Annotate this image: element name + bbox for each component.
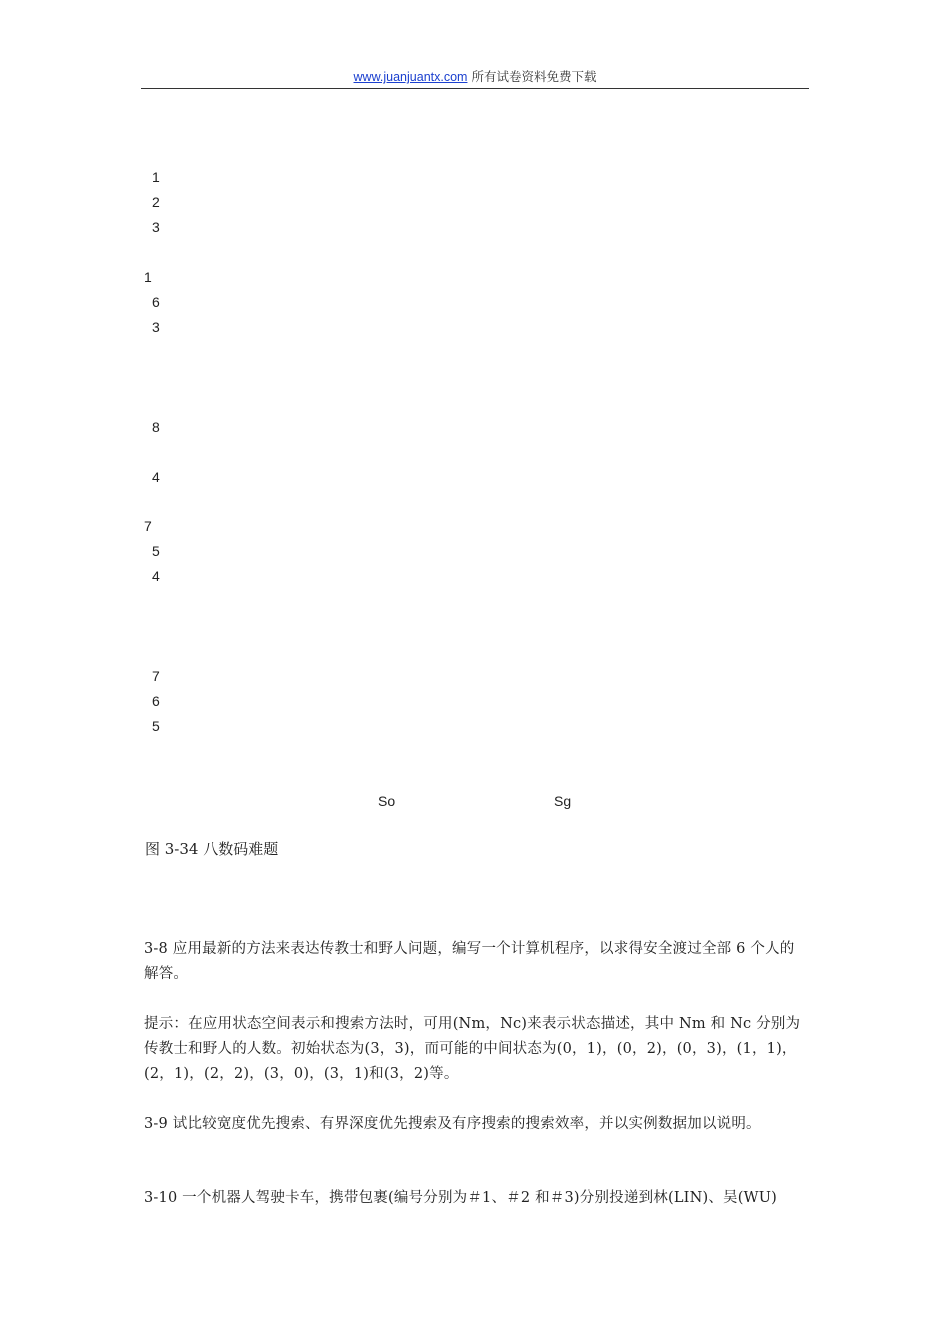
puzzle-digit: 3	[152, 319, 160, 335]
puzzle-digit: 1	[144, 269, 152, 285]
page-header	[141, 66, 809, 89]
puzzle-digit: 7	[144, 518, 152, 534]
exercise-3-9: 3-9 试比较宽度优先搜索、有界深度优先搜索及有序搜索的搜索效率，并以实例数据加以说明。	[144, 1116, 761, 1132]
puzzle-digit: 4	[152, 469, 160, 485]
figure-caption: 图 3-34 八数码难题	[145, 840, 279, 858]
start-state-label: So	[378, 793, 396, 809]
puzzle-digit: 7	[152, 668, 160, 684]
puzzle-digit: 3	[152, 219, 160, 235]
puzzle-digit: 6	[152, 294, 160, 310]
puzzle-digit: 5	[152, 718, 160, 734]
puzzle-digit: 6	[152, 693, 160, 709]
site-link[interactable]: www.juanjuantx.com	[353, 70, 468, 84]
puzzle-digit: 2	[152, 194, 160, 210]
puzzle-digit: 1	[152, 169, 160, 185]
puzzle-digit: 4	[152, 568, 160, 584]
goal-state-label: Sg	[554, 793, 572, 809]
exercise-3-8-hint: 提示：在应用状态空间表示和搜索方法时，可用(Nm，Nc)来表示状态描述，其中 Nm 和 Nc 分别为传教士和野人的人数。初始状态为(3，3)，而可能的中间状态为(0，1)，(0，2)，(0，3)，(1，1)，(2，1)，(2，2)，(3，0)，(3，1)和(3，2)等。	[144, 1016, 801, 1082]
header-tagline: 所有试卷资料免费下载	[471, 69, 597, 84]
exercise-3-8: 3-8 应用最新的方法来表达传教士和野人问题，编写一个计算机程序，以求得安全渡过全部 6 个人的解答。	[144, 941, 795, 982]
puzzle-digit: 5	[152, 543, 160, 559]
exercise-3-10: 3-10 一个机器人驾驶卡车，携带包裹(编号分别为＃1、＃2 和＃3)分别投递到林(LIN)、吴(WU)	[144, 1190, 777, 1206]
puzzle-digit: 8	[152, 419, 160, 435]
